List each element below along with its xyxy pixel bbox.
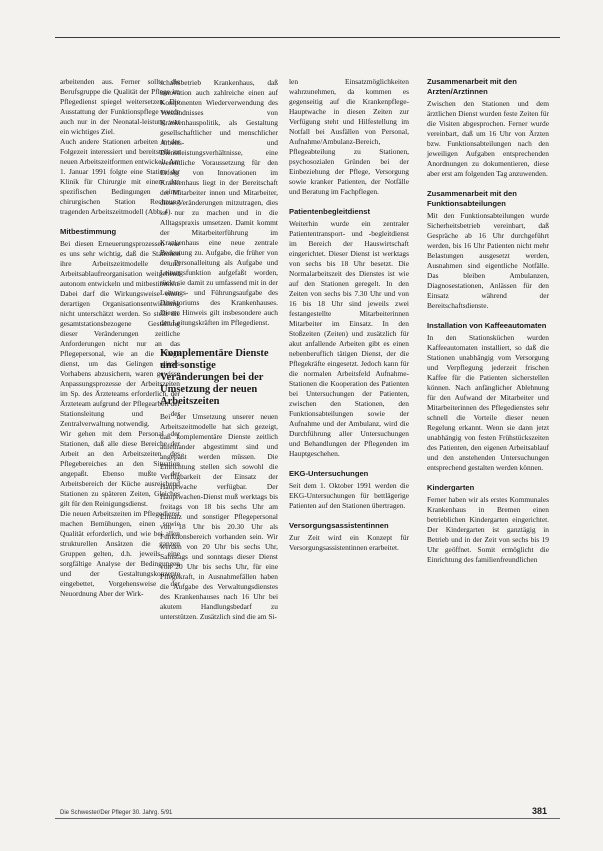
body-paragraph: arbeitenden aus. Ferner sollte die Berufsgruppe die Qualität der Pflege im Pflegedienst spiegel weitersetzen. Die Ausstattung der Funktionspflege wurde auch nur in der Neonatal-leistung war ein wichtiges Ziel. bbox=[60, 77, 180, 136]
body-paragraph: Wir gehen mit dem Personal der Stationen, daß alle diese Bereiche der Arbeit an den Arbeitszeiten des Pflegebereiches an den Situation angepaßt. Ebenso mußte der Arbeitsbereich der Küche ausreichend Stationen zu späteren Zeiten, Gleiches gilt für den Reinigungsdienst. bbox=[60, 429, 180, 508]
body-paragraph: Bei diesen Erneuerungsprozessen war es uns sehr wichtig, daß die Stationen ihre Arbeitszeitmodelle und Arbeitsablaufreorganisation weitgehend autonom entwickeln und mitbestimmen. Dabei darf die Wirkungsweise einer derartigen Organisationsentwicklung nicht unterschätzt werden. So stellt die gesamtstationsbezogene Gestaltung dieser Veränderungen zeitliche Anforderungen nicht nur an das Pflegepersonal, wie an die Pflege dienst, um das Gelingen dieses Vorhabens abzusichern, waren gewisse Anpassungsprozesse der Arbeitszeiten im Sp. des Ärzteteams erforderlich, der Ärzteteam aufgrund der Pflegearbeit der Stationsleitung und der Zentralverwaltung notwendig. bbox=[60, 239, 180, 428]
paragraph-gap bbox=[427, 473, 549, 483]
body-paragraph: In den Stationsküchen wurden Kaffeeautomaten installiert, so daß die Stationen unabhängig vom Versorgung und Verpflegung jederzeit frischen Kaffee für die Patienten sicherstellen können. Nach anfänglicher Ablehnung für den Aufwand der Mitarbeiter und Mitarbeiterinnen des Pflegedienstes sehr schnell die Vorteile dieser neuen Regelung erkannt. Wenn sie dann jetzt unabhängig von festen Frühstückszeiten des Patienten, den eigenen Arbeitsablauf und den anstehenden Untersuchungen entsprechend gestalten werden können. bbox=[427, 333, 549, 472]
body-paragraph: schaftsbetrieb Krankenhaus, daß innovation auch zahlreiche einen auf Komponenten Wiederverwendung des Verständnisses von Krankenhauspolitik, als Gestaltung gesellschaftlicher und menschlicher Arbeits- und Dienstleistungsverhältnisse, eine wesentliche Voraussetzung für den Erfolg von Innovationen im Krankenhaus liegt in der Bereitschaft der Mitarbeiter innen und Mitarbeiter, diese Veränderungen mitzutragen, dies ist nur zu machen und in die Alltagspraxis umsetzen. Damit kommt der Mitarbeiterführung im Krankenhaus eine neue zentrale Bedeutung zu. Aufgabe, die früher von der Personalleitung als Aufgabe und Leitungsfunktion aufgefaßt worden, rückt sie damit zu umfassend mit in der Leitungs- und Führungsaufgabe des Direktoriums des Krankenhauses. Dieser Hinweis gilt insbesondere auch den Leitungskräften im Pflegedienst. bbox=[160, 78, 278, 327]
subsection-heading: Zusammenarbeit mit den Arzten/Arztinnen bbox=[427, 77, 517, 96]
subsection-heading: Mitbestimmung bbox=[60, 227, 117, 236]
paragraph-gap bbox=[427, 311, 549, 321]
subsection-heading: Installation von Kaffeeautomaten bbox=[427, 321, 547, 330]
paragraph-gap bbox=[160, 328, 278, 338]
paragraph-gap bbox=[160, 338, 278, 348]
body-paragraph: Mit den Funktionsabteilungen wurde Sicherheitsbetrieb vereinbart, daß Gespräche ab 16 Uhr durchgeführt werden, bis 16 Uhr Patienten nicht mehr Belastungen ausgesetzt werden, Ausnahmen sind eigentliche Notfälle. Das bleiben Ambulanzen, Diagnosestationen, Anlässen für den Einsatz während der Bereitschaftsdienste. bbox=[427, 211, 549, 310]
section-heading: Komplementäre Dienste und sonstige Veränderungen bei der Umsetzung der neuen Arbeitszeiten bbox=[160, 348, 269, 407]
paragraph-gap bbox=[289, 197, 409, 207]
body-paragraph: Auch andere Stationen arbeiten in der Folgezeit interessiert und bereitstellt zu neuen Arbeitszeitformen entwickelt. Am 1. Januar 1991 folgte eine Station der Klinik für Chirurgie mit einem den spezifischen Bedingungen einer chirurgischen Station Rechnung tragenden Arbeitszeitmodell (Abb. 4). bbox=[60, 137, 180, 216]
header-rule bbox=[55, 37, 560, 38]
body-paragraph: Weiterhin wurde ein zentraler Patiententransport- und -begleitdienst im Bereich der Hauswirtschaft eingerichtet. Dieser Dienst ist werktags von sechs bis 18 Uhr besetzt. Die Normalarbeitszeit des Dienstes ist wie auf den Stationen geregelt. In den Zeiten von sechs bis 7.30 Uhr und von 16 bis 18 Uhr sind jeweils zwei festangestellte Mitarbeiterinnen Mitarbeiter im Einsatz. In den Stoßzeiten (Zeiten) und zusätzlich für akut anfallende Arbeiten gibt es einen nebenberuflich tätigen Dienst, der die Pflegekräfte eingesetzt. Jedoch kann für die normalen Arbeitsfeld Aufnahme-Stationen die Kooperation des Patienten bei Untersuchungen der Patienten, zwischen den Stationen, den Funktionsabteilungen sowie der Aufnahme und der Ambulanz, wird die Durchführung aller Untersuchungen und Behandlungen der Pflegenden im Hauptgeschehen. bbox=[289, 219, 409, 458]
text-column-4 bbox=[427, 77, 549, 565]
page-number: 381 bbox=[532, 806, 548, 816]
body-paragraph: Ferner haben wir als erstes Kommunales Krankenhaus in Bremen einen betrieblichen Kindergarten eingerichtet. Der Kindergarten ist ganztägig in Betrieb und in der Zeit von sechs bis 19 Uhr geöffnet. Somit ermöglicht die Einrichtung des familienfreundlichen bbox=[427, 495, 549, 564]
footer-source: Die Schwester/Der Pfleger 30. Jahrg. 5/91 bbox=[60, 810, 173, 816]
subsection-heading: Kindergarten bbox=[427, 483, 475, 492]
subsection-heading: EKG-Untersuchungen bbox=[289, 469, 369, 478]
body-paragraph: Bei der Umsetzung unserer neuen Arbeitszeitmodelle hat sich gezeigt, daß komplementäre Dienste zeitlich aufeinander abgestimmt sind und angepaßt werden müssen. Die Einrichtung stellen sich sowohl die Verfügbarkeit der Einsatz der Hauptwache verfügbar. Der Hauptwachen-Dienst muß werktags bis freitags von 18 bis sechs Uhr am Einsatz und sonstiger Pflegepersonal von 18 Uhr bis 20.30 Uhr als Funktionsbereich vorhanden sein. Wir werden von 20 Uhr bis sechs Uhr, Samstags und sonntags dieser Dienst von 20 Uhr bis sechs Uhr, für eine Pflegekraft, in Ausnahmefällen haben die Aufgabe des Verwaltungsdienstes des Krankenhauses nach 16 Uhr bei akutem Handlungsbedarf zu unterstützen. Zusätzlich sind die am Si- bbox=[160, 412, 278, 621]
text-column-3 bbox=[289, 77, 409, 553]
text-column-2 bbox=[160, 78, 278, 622]
subsection-heading: Patientenbegleitdienst bbox=[289, 207, 371, 216]
body-paragraph: Seit dem 1. Oktober 1991 werden die EKG-Untersuchungen für bettlägerige Patienten auf den Stationen übertragen. bbox=[289, 481, 409, 510]
subsection-heading: Versorgungsassistentinnen bbox=[289, 521, 389, 530]
body-paragraph: Zwischen den Stationen und dem ärztlichen Dienst wurden feste Zeiten für die Visiten abgesprochen. Ferner wurde vereinbart, daß um 16 Uhr von Ärzten bzw. Funktionsabteilungen nach den jeweiligen Aufgaben entsprechenden Anordnungen zu dokumentieren, diese aber erst am folgenden Tag anzuwenden. bbox=[427, 99, 549, 178]
paragraph-gap bbox=[427, 179, 549, 189]
body-paragraph: len Einsatzmöglichkeiten wahrzunehmen, da kommen es gegenseitig auf die Krankenpflege-Hauptwache in diesen Zeiten zur Verfügung steht und Hilfestellung im Notfall bei Ausfällen von Personal, Aufnahme/Ambulanz-Bereich, Pflegeabteilung zu Stationen, psychosozialen Gründen bei der Einbeziehung der Pflege, Versorgung sowie kranker Patienten, der Notfälle und Beratung im Fachpflegen. bbox=[289, 77, 409, 196]
body-paragraph: Die neuen Arbeitszeiten im Pflegedienst machen Bemühungen, einen sowie Qualität erforderlich, und wie bei allen strukturellen Ansätzen die ganzen Gruppen gelten, d.h. jeweils eine sorgfältige Analyse der Bedingungen und der Gestaltungskonzepte eingebettet, Vorgehensweise der Neuordnung Aber der Wirk- bbox=[60, 509, 180, 598]
paragraph-gap bbox=[289, 459, 409, 469]
subsection-heading: Zusammenarbeit mit den Funktionsabteilungen bbox=[427, 189, 517, 208]
paragraph-gap bbox=[289, 511, 409, 521]
footer-rule bbox=[55, 818, 560, 819]
body-paragraph: Zur Zeit wird ein Konzept für Versorgungsassistentinnen erarbeitet. bbox=[289, 533, 409, 552]
